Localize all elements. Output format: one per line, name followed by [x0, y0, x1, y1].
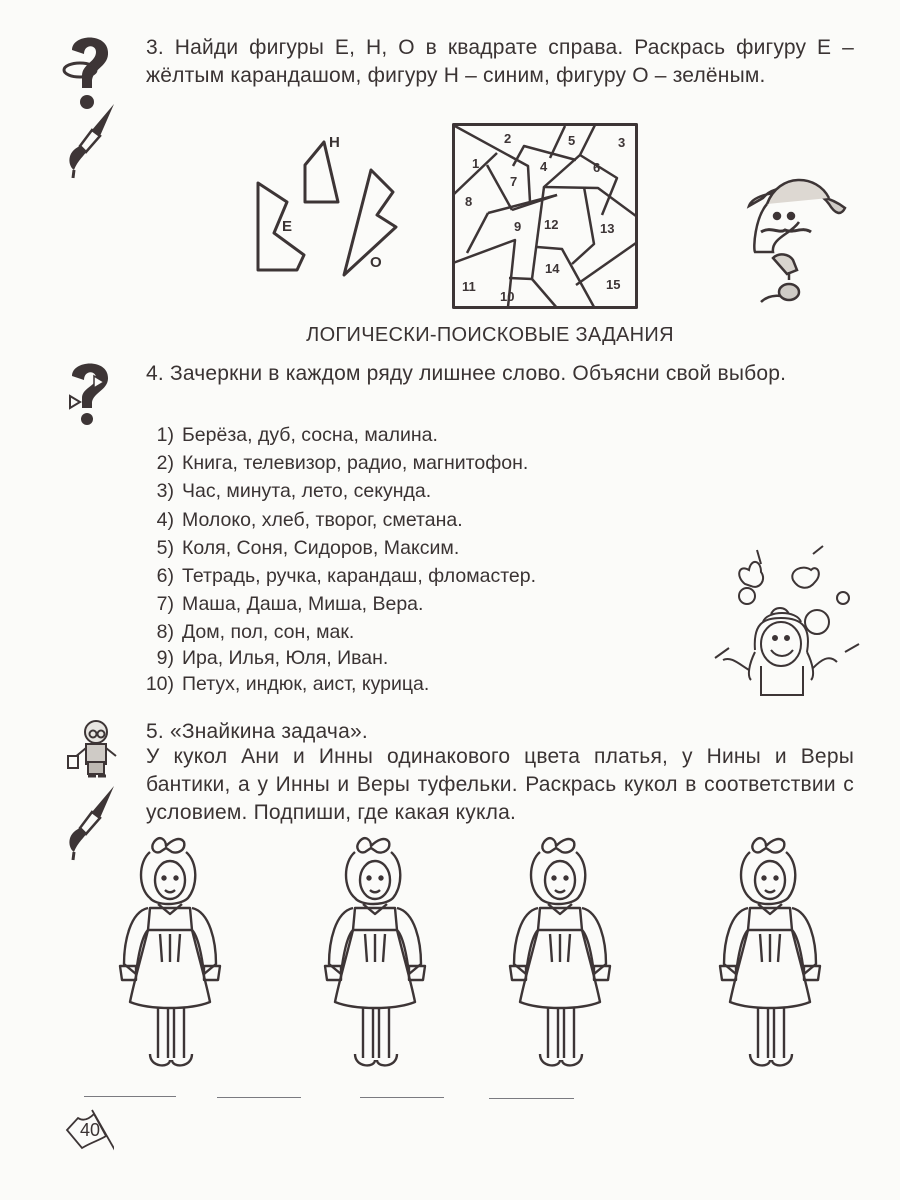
shape-h — [305, 142, 338, 202]
svg-text:11: 11 — [462, 279, 476, 294]
shape-e — [258, 183, 304, 270]
svg-text:9: 9 — [514, 219, 522, 234]
loose-shapes — [245, 130, 445, 280]
page-number: 40 — [80, 1120, 101, 1140]
word-row[interactable]: Молоко, хлеб, творог, сметана. — [182, 508, 463, 531]
doll-2 — [325, 838, 425, 1065]
doll-3 — [510, 838, 610, 1065]
word-row[interactable]: Тетрадь, ручка, карандаш, фломастер. — [182, 564, 537, 587]
task4-instructions: 4. Зачеркни в каждом ряду лишнее слово. Объясни свой выбор. — [146, 362, 787, 385]
doll-1 — [120, 838, 220, 1065]
answer-line-1[interactable] — [84, 1096, 176, 1097]
svg-text:8: 8 — [465, 194, 473, 209]
label-h: Н — [329, 134, 340, 151]
svg-text:7: 7 — [510, 174, 518, 189]
word-row[interactable]: Ира, Илья, Юля, Иван. — [182, 647, 389, 670]
puzzle-square — [452, 123, 638, 309]
word-row[interactable]: Дом, пол, сон, мак. — [182, 621, 355, 644]
list-item: 4) Молоко, хлеб, творог, сметана. — [132, 506, 692, 534]
answer-line-4[interactable] — [489, 1098, 574, 1099]
list-item: 9) Ира, Илья, Юля, Иван. — [132, 644, 692, 670]
svg-text:3: 3 — [618, 135, 626, 150]
paintbrush-icon — [62, 100, 122, 180]
svg-text:13: 13 — [600, 221, 615, 236]
svg-text:5: 5 — [568, 133, 576, 148]
list-item: 10) Петух, индюк, аист, курица. — [132, 670, 692, 698]
svg-text:4: 4 — [540, 159, 548, 174]
word-row[interactable]: Час, минута, лето, секунда. — [182, 480, 432, 503]
list-item: 5) Коля, Соня, Сидоров, Максим. — [132, 534, 692, 562]
task5-instructions: У кукол Ани и Инны одинакового цвета платья, у Нины и Веры бантики, а у Инны и Веры туфельки. Раскрась кукол в соответствии с условием. Подпиши, где какая кукла. — [146, 745, 854, 824]
section-heading: ЛОГИЧЕСКИ-ПОИСКОВЫЕ ЗАДАНИЯ — [306, 324, 674, 346]
word-row[interactable]: Коля, Соня, Сидоров, Максим. — [182, 536, 460, 559]
word-row[interactable]: Книга, телевизор, радио, магнитофон. — [182, 452, 529, 475]
list-item: 2) Книга, телевизор, радио, магнитофон. — [132, 449, 692, 477]
task5-title: 5. «Знайкина задача». — [146, 720, 368, 743]
question-man-hat-icon — [745, 168, 855, 303]
label-e: Е — [282, 218, 293, 235]
list-item: 3) Час, минута, лето, секунда. — [132, 477, 692, 505]
znayka-character-icon — [66, 718, 126, 780]
svg-text:1: 1 — [472, 156, 480, 171]
svg-text:2: 2 — [504, 131, 512, 146]
svg-text:6: 6 — [593, 160, 601, 175]
word-row[interactable]: Берёза, дуб, сосна, малина. — [182, 424, 438, 446]
odd-word-list — [132, 421, 692, 699]
svg-text:14: 14 — [545, 261, 560, 276]
question-mark-arrows-icon — [64, 356, 116, 426]
girl-butterflies-illustration — [705, 540, 875, 700]
list-item: 8) Дом, пол, сон, мак. — [132, 618, 692, 644]
svg-text:15: 15 — [606, 277, 621, 292]
svg-text:12: 12 — [544, 217, 559, 232]
answer-line-2[interactable] — [217, 1097, 301, 1098]
list-item: 6) Тетрадь, ручка, карандаш, фломастер. — [132, 562, 692, 590]
doll-row — [100, 832, 880, 1082]
word-row[interactable]: Маша, Даша, Миша, Вера. — [182, 593, 424, 616]
answer-line-3[interactable] — [360, 1097, 444, 1098]
label-o: О — [370, 254, 382, 271]
word-row[interactable]: Петух, индюк, аист, курица. — [182, 673, 430, 696]
doll-4 — [720, 838, 820, 1065]
list-item: 1) Берёза, дуб, сосна, малина. — [132, 421, 692, 449]
list-item: 7) Маша, Даша, Миша, Вера. — [132, 590, 692, 618]
task3-instructions: 3. Найди фигуры Е, Н, О в квадрате справа. Раскрась фигуру Е – жёлтым карандашом, фигуру Н – синим, фигуру О – зелёным. — [146, 36, 854, 87]
page-number-flag — [64, 1108, 114, 1156]
svg-text:10: 10 — [500, 289, 515, 304]
